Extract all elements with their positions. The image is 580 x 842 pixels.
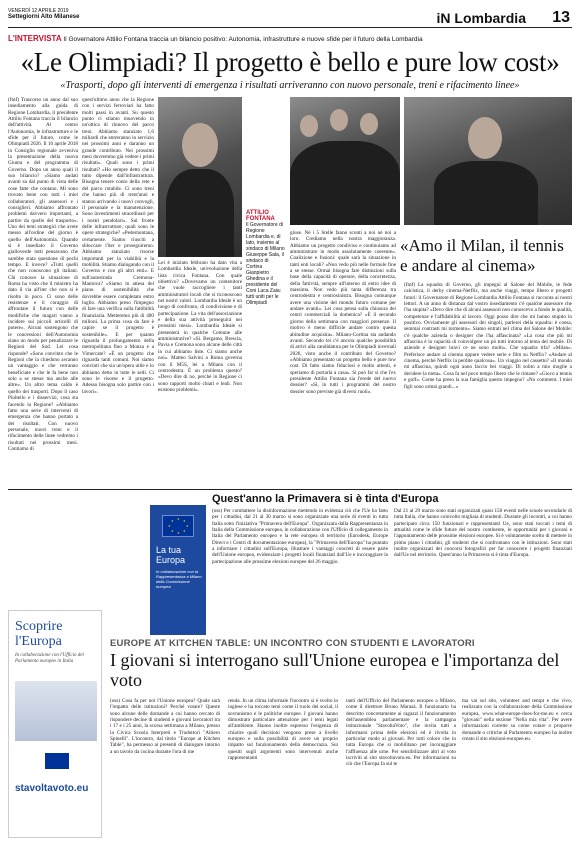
badge-text: In collaborazione con la Rappresentanza a Milano della Commissione europea	[156, 569, 202, 589]
la-tua-europa-badge	[150, 505, 206, 635]
panel-subtitle: In collaborazione con l'Ufficio del Parlamento europeo in Italia	[15, 653, 84, 664]
olympics-group-photo	[290, 97, 400, 225]
feature-column-2: renda. In un clima informale l'incontro si è svolto in inglese e ha toccato temi come il ruolo dei social, il sovranismo e le politiche europee. I giovani hanno dimostrato particolare attenzione per i temi legati all'ambiente. Hanno inoltre espresso l'esigenza di chiarire quali decisioni vengono prese a livello europeo e sulla possibilità di avere un proprio impatto sul funzionamento della democrazia. Sui quesiti sugli argomenti sono intervenuti anche rappresentanti	[228, 698, 338, 762]
fontana-head-shape	[468, 117, 502, 159]
kicker-row	[8, 33, 572, 45]
masthead	[8, 8, 572, 28]
group-person-3	[360, 113, 378, 135]
eu-box-title: Quest'anno la Primavera si è tinta d'Europa	[212, 493, 439, 505]
interview-kicker: L'INTERVISTA	[8, 34, 62, 43]
group-person-1	[300, 115, 318, 137]
pull-quote: «Amo il Milan, il tennis e andare al cinema»	[400, 236, 564, 275]
sidebar-column: (fmf) La squadra di Governo, gli impegni al Salone del Mobile, le fede calcistica, il derby cinema-Netflix, ma anche viaggi, tempo libero e progetti futuri: il Governatore di Regione Lombardia Attilio Fontana si racconta ai nostri lettori. A un anno di distanza dal vostro insediamento c'è qualche assessore che l'ha stupita? «Devo dire che di alcuni assessori non conoscevo a fondo le qualità, competenze e l'affidabilità al lavoro. Oggi posso dire che mi hanno stupito in positivo. Ovviamente gli assessori dei singoli, parlerei della squadra: è coesa, semmai contrasti mi tormento». Siamo entrati nel clima del Salone del Mobile: c'è qualche azienda o designer che l'ha affascinata? «La cosa che più mi affascina è la capacità di coinvolgere un pò tutti intorno al tema del mobile. Di aziende e designer bravi ce ne sono molti». Che squadra tifa? «Milan». Preferisce andare al cinema oppure vedere serie e film su Netflix? «Andare al cinema, perché Netflix la perdite qualcosa». Un viaggio nel cassetto? «Il mondo mi affascina, quindi ogni anno faccio bei viaggi. Di solito a mio moglie a decidere la meta». Cosa fa nel poco tempo libero che le rimane? «Gioco a tennis e golf». Come ha preso la sua famiglia questo impegno? «No comment. I miei figli sono ormai grandi...»	[404, 282, 572, 390]
dateline	[8, 8, 79, 20]
panel-title: Scoprire l'Europa	[15, 619, 63, 649]
feature-banner: EUROPE AT KITCHEN TABLE: UN INCONTRO CON STUDENTI E LAVORATORI	[110, 638, 475, 649]
feature-column-3: tanti dell'Ufficio del Parlamento europeo a Milano, come il direttore Bruno Marasà. Il funzionario ha descritto concretamente ai ragazzi il funzionamento dell'assemblea parlamentare e la campagna istituzionale "StavoltaVoto", che invita tutti a informarsi prima delle elezioni ed è rivolta in particolar modo ai giovani. Per tutti coloro che in tutta Europa che si mobilitano per incoraggiare l'affluenza alle urne. Per sensibilizzare altri al voto iscriviti al sito stavoltavoto.eu. Per informazioni su ciò che l'Europa fa sul te	[346, 698, 456, 768]
group-suits-shape	[290, 141, 400, 225]
issue-date: VENERDÌ 12 APRILE 2019	[8, 8, 69, 14]
feature-headline: I giovani si interrogano sull'Unione europea e l'importanza del voto	[110, 650, 560, 690]
section-divider	[8, 489, 572, 490]
interview-column-1: (fmf) Trascorso un anno dal suo insediamento alla guida di Regione Lombardia, il presidente Attilio Fontana traccia il bilancio dell'attività. Al centro l'Autonomia, le infrastrutture e le sfide per il futuro, come le Olimpiadi 2026. Il 10 aprile 2018 in Consiglio regionale avveniva la presentazione della nuova Giunta e del programma di Governo. Dopo un anno quali il suo bilancio? «Siamo andati avanti su dal punto di vista delle cose fatte che contano. Mi sono trovato bene con tutti i miei collaboratori, gli assessori e i consiglieri. Abbiamo affrontato problemi davvero importanti, a partire da quello del trasporto». Uno dei temi strategici che avete messo all'ordine del giorno è quello dell'Autonomia. Quando si è insediato il Governo gialloverde tutti pensavano che sarebbe stata questione di pochi tempo. E invece? «Tutti quelli che non conoscono gli italiani. Chi conosce la situazione di Roma ha visto che il ministro ha dato il via all'iter che non si è risolto in poco. Ci sono delle resistenze e il coraggio di affrontare il futuro con delle modifiche che magari vanno a incidere sui piccoli orticelli di potere». Alcuni sostengono che le concessioni dell'Autonomia siano un modo per penalizzare le Regioni del Sud. Lei cosa risponde? «Sono convinto che le Regioni che la chiedono avranno un vantaggio e che verranno beneficiate e che le fa bene non solo a se stesse ma anche alle altre». Un altro tema caldo è quello dei trasporti. Dopo il caso Pioltello e i disservizi, cosa sta facendo la Regione? «Abbiamo fatto una serie di interventi di emergenza che hanno portato a dei risultati. Con nuovo personale, nuovi treni e il rifacimento delle linee vedremo i risultati nei prossimi mesi. Contiamo di	[8, 97, 78, 452]
scoprire-europa-panel	[8, 610, 102, 838]
fontana-photo	[404, 97, 572, 225]
section-title: iN Lombardia	[436, 10, 526, 26]
eu-flag-icon	[45, 753, 69, 769]
caption-text: Il Governatore di Regione Lombardia e, di lato, insieme al sindaco di Milano Giuseppe Sala, il sindaco di Cortina Gianpietro Ghedina e il presidente del Coni Luca Zaia: tutti uniti per le Olimpiadi	[246, 222, 285, 306]
interview-headline: «Le Olimpiadi? Il progetto è bello e pure low cost»	[20, 47, 560, 77]
eu-box-column-1: (oss) Per combattere la disinformazione mettendo in evidenza ciò che l'Ue ha fatto per i cittadini, dal 21 al 30 marzo si sono organizzate una serie di eventi in tutta Italia sotto l'iniziativa "Primavera dell'Europa". Organizzata dalla Rappresentanza in Italia della Commissione europea, in collaborazione con l'Ufficio di collegamento in Italia del Parlamento europeo e la rete europea di territorio (Eurodesk, Europe Direct e i Centri di documentazione europea), la "Primavera dell'Europa" ha puntato a informare i cittadini sull'Europa, illustrare i vantaggi concreti di essere parte dell'Unione europea, evidenziare i progetti locali finanziati dall'Ue e incoraggiare la partecipazione alle prossime elezioni europee del 26 maggio.	[212, 508, 388, 565]
caption-name: ATTILIO FONTANA	[246, 210, 275, 222]
photo-caption	[246, 210, 286, 306]
portrait-head-shape	[182, 123, 218, 167]
eu-box-column-2: Dal 21 al 29 marzo sono stati organizzati quasi 150 eventi nelle scuole secondarie di tutta Italia, che hanno coinvolto migliaia di studenti. Durante gli incontri, a cui hanno partecipato circa 150 funzionari e rappresentanti Ue, sono stati toccati i temi di attualità come le sfide future del nostro continente, le opportunità per i giovani e l'appuntamento delle prossime elezioni europee. Si è volutamente scelto di mettere in primo piano i cittadini, gli studenti che si confrontano con le istituzioni. Sono stati inoltre organizzati dei concorsi fotografici per far conoscere i progetti finanziati dall'Ue nel territorio. Quest'anno la Primavera si è tinta d'Europa.	[394, 508, 572, 559]
group-person-2	[330, 109, 348, 131]
interview-column-4: giuse. Né i 5 Stelle fanno sconti a noi né noi a loro. Crediamo nella nostra maggioranza. Abbiamo un progetto condiviso e continuiamo ad amministrare in modo assolutamente coerente». Coalizione e fusioni: quale sarà la situazione in tanti enti locali? «Non vedo più nelle formule fine a se stesse. Ormai bisogna fare distinzioni sulla base della capacità di operare, della concretezza, della fattività, sempre all'interno di entro idee di massima. Non vedo più tanta differenza tra centrodestra e centrosinistra. Bisogna comunque avere una visione del mondo futuro comune per andare avanti». Lei cosa pensa sulla chiusura dei centri commerciali la domenica? «È il secondo giorno della settimana con maggiori presenze. Il motivo è meno difficile andare contro questa abitudine acquisita». Milano-Cortina sta andando avanti. Secondo lei c'è ancora qualche possibilità di arrivi alla candidatura per le Olimpiadi invernali 2026, visto anche il contributo del Governo? «Abbiamo presentato un progetto bello e pure low cost. Di fatto siamo fiduciosi e molto attenti, e speriamo di portarla a casa». Si può far sì che l'ex presidente Attilio Fontana sia l'erede del nuovo dossier? «Sì, in tutti i programmi del nostro dossier sono previste già diversi ruoli».	[290, 230, 396, 395]
page-number: 13	[552, 9, 570, 26]
publication-name: Settegiorni Alto Milanese	[8, 14, 80, 20]
portrait-photo	[158, 97, 242, 257]
interview-dek: Il Governatore Attilio Fontana traccia un bilancio positivo: Autonomia, infrastrutture e nuove sfide per il futuro della Lombardia	[63, 36, 423, 43]
fontana-suit-shape	[434, 161, 538, 225]
interview-column-3: Lei è iniziato febbraio ha dato vita a Lombardia Ideale, un'evoluzione della lista civica Fontana. Con quale obiettivo? «Dovevamo un contenitore che vuole raccogliere i tanti amministratori locali che si riconoscono nei nostri valori. Lombardia Ideale è un luogo di confronto, di condivisione e di partecipazione. La vita dell'associazione e della sua attività proseguirà nei prossimi mesi». Lombardia Ideale si presenterà in qualche Comune alle amministrative? «Sì. Bergamo, Brescia, Pavia e Cremona sono alcune delle città in cui abbiamo liste. Ci siamo anche noi». Matteo Salvini a Roma governa con il M5S, lei a Milano con il centrodestra. È un problema questo? «Devo dire di no, perché in Regione ci sono rapporti molto chiari e leali. Non esistono problemi».	[158, 260, 242, 393]
parliament-image	[15, 681, 97, 741]
eu-flag-icon: ★ ★ ★ ★ ★ ★ ★ ★	[162, 515, 194, 537]
feature-column-1: (oss) Cosa fa per noi l'Unione europea? Quale sarà l'impatto delle istituzioni? Perché votare? Queste sono alcune delle domande a cui hanno cercato di rispondere decine di studenti e giovani lavoratori tra i 17 e i 25 anni, la scorsa settimana a Milano, presso la Civica Scuola Interpreti e Traduttori "Altiero Spinelli". L'incontro, dal titolo "Europe at Kitchen Table", ha permesso ai presenti di dialogare intorno a un tavolo da cucina durante l'ora di me	[110, 698, 220, 755]
badge-title: La tua Europa	[156, 545, 186, 565]
panel-website: stavoltavoto.eu	[15, 783, 89, 794]
interview-subhead: «Trasporti, dopo gli interventi di emergenza i risultati arriveranno con nuovo personale, treni e rifacimento linee»	[60, 80, 520, 91]
feature-column-4: ma vai sul sito, volunteer and tempt e che vivo, realizzato con la collaborazione della Commissione europea, www.what-europe-does-for-me.eu e cerca "giovani" nella sezione "Nella mia vita". Per avere informazioni corrette su come votare o proporre domande o critiche al Parlamento europeo ha inoltre creato il sito elezioni-europee.eu.	[462, 698, 572, 743]
interview-column-2: quest'ultimo anno che la Regione con i servizi ferroviari ha fatto molti passi in avanti. Su questo punto ci stiamo muovendo in un'ottica di rinnovo del parco treni. Abbiamo stanziato 1,6 miliardi che entreranno in servizio nei prossimi anni e daranno un grande contributo. Nei prossimi mesi dovremmo già vedere i primi risultati». Quali sono i primi risultati? «Ho sempre detto che il tutto dipende dall'infrastruttura. Bisogna tenere conto della rete e del parco rotabile. Ci sono treni che hanno più di trent'anni e stanno arrivando i nuovi convogli, il personale e la manutenzione. Sono investimenti straordinari per i nostri pendolari». Sul fronte delle infrastrutture, quali sono le opere strategiche? «Pedemontana, certamente. Siamo riusciti a sbloccare l'iter e proseguiremo. Abbiamo stanziato risorse importanti per la viabilità e la mobilità. Stiamo dialogando con il Governo e con gli altri enti». E sull'autostrada Cremona-Mantova? «Siamo in attesa del piano di sostenibilità che dovrebbe essere completato entro luglio. Abbiamo preso l'impegno di fare una verifica sulla fattibilità finanziaria. Metteremo più di 400 milioni. La prima cosa da fare è capire se il progetto è sostenibile». E per quanto riguarda il prolungamento della metropolitana fino a Monza e a Vimercate? «È un progetto che riguarda tanti comuni. Noi siamo convinti che sia un'opera utile e lo abbiamo detto in tutte le sedi. Ci sono le risorse e il progetto. Adesso bisogna solo partire con i lavori».	[82, 97, 154, 395]
portrait-suit-shape	[166, 169, 234, 257]
